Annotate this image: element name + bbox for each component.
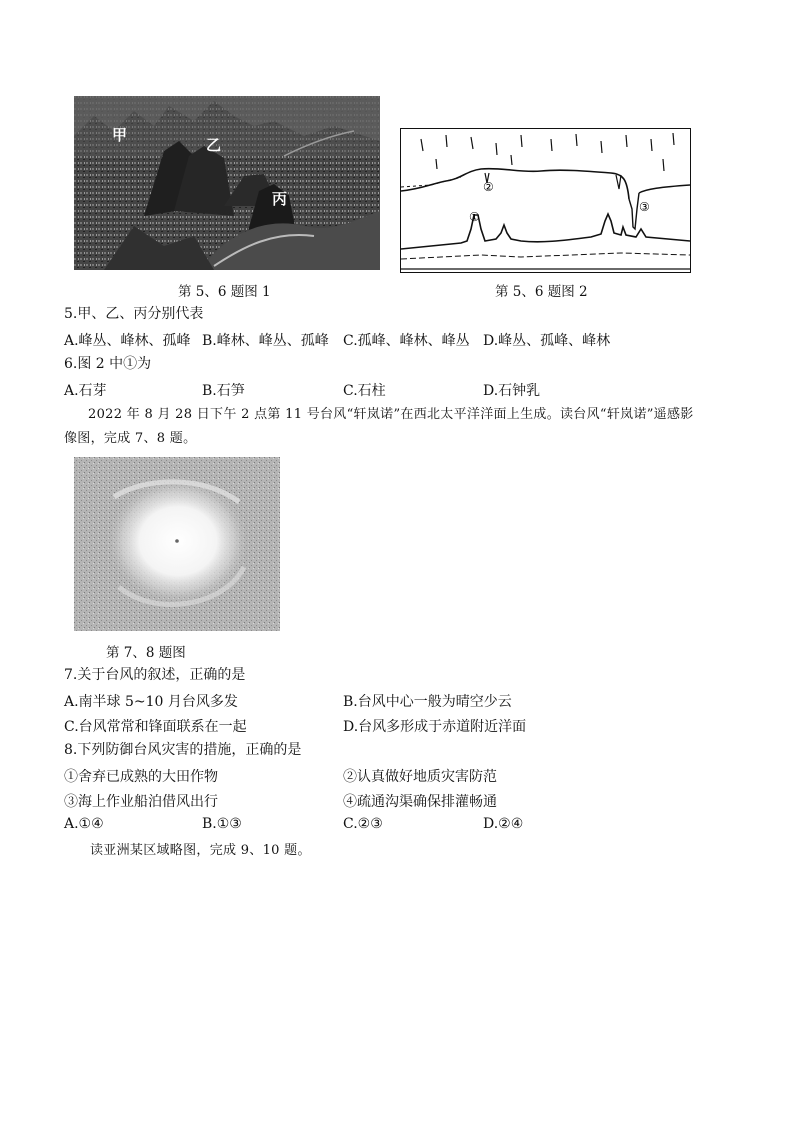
q6-option-c[interactable]: C.石柱 — [343, 383, 386, 399]
q7-option-a[interactable]: A.南半球 5~10 月台风多发 — [64, 694, 238, 710]
q5-option-d[interactable]: D.峰丛、孤峰、峰林 — [483, 333, 611, 349]
q8-stem: 8.下列防御台风灾害的措施，正确的是 — [64, 742, 302, 758]
q6-option-a[interactable]: A.石芽 — [64, 383, 107, 399]
q8-item-3: ③海上作业船泊借风出行 — [64, 794, 218, 810]
q7-option-c[interactable]: C.台风常常和锋面联系在一起 — [64, 719, 247, 735]
intro-7-8-line2: 像图，完成 7、8 题。 — [64, 431, 197, 446]
karst-landscape-photo — [74, 96, 380, 270]
q8-option-c[interactable]: C.②③ — [343, 816, 383, 832]
q6-stem: 6.图 2 中①为 — [64, 356, 152, 372]
q5-option-a[interactable]: A.峰丛、峰林、孤峰 — [64, 333, 191, 349]
q8-item-1: ①舍弃已成熟的大田作物 — [64, 769, 218, 785]
q6-option-d[interactable]: D.石钟乳 — [483, 383, 541, 399]
marker-3: ③ — [639, 200, 650, 214]
label-jia: 甲 — [112, 126, 128, 144]
q8-option-b[interactable]: B.①③ — [202, 816, 242, 832]
intro-9-10: 读亚洲某区域略图，完成 9、10 题。 — [90, 843, 311, 858]
typhoon-drawing — [74, 457, 280, 631]
intro-7-8-line1: 2022 年 8 月 28 日下午 2 点第 11 号台风“轩岚诺”在西北太平洋洋面上生成。读台风“轩岚诺”遥感影 — [88, 407, 694, 422]
q6-option-b[interactable]: B.石笋 — [202, 383, 245, 399]
q5-option-b[interactable]: B.峰林、峰丛、孤峰 — [202, 333, 329, 349]
q5-option-c[interactable]: C.孤峰、峰林、峰丛 — [343, 333, 470, 349]
figure3-caption: 第 7、8 题图 — [106, 645, 186, 661]
q5-stem: 5.甲、乙、丙分别代表 — [64, 306, 204, 322]
cave-section-diagram — [400, 128, 691, 273]
q8-option-d[interactable]: D.②④ — [483, 816, 524, 832]
figure1-caption: 第 5、6 题图 1 — [178, 284, 271, 300]
typhoon-satellite-image — [74, 457, 280, 631]
label-bing: 丙 — [272, 190, 288, 208]
label-yi: 乙 — [206, 136, 222, 154]
q7-stem: 7.关于台风的叙述，正确的是 — [64, 667, 246, 683]
marker-1: ① — [469, 210, 480, 224]
q8-item-2: ②认真做好地质灾害防范 — [343, 769, 497, 785]
q8-item-4: ④疏通沟渠确保排灌畅通 — [343, 794, 497, 810]
cave-section-drawing — [401, 129, 690, 272]
karst-landscape-drawing — [74, 96, 380, 270]
q8-option-a[interactable]: A.①④ — [64, 816, 104, 832]
marker-2: ② — [483, 180, 494, 194]
q7-option-b[interactable]: B.台风中心一般为晴空少云 — [343, 694, 512, 710]
figure2-caption: 第 5、6 题图 2 — [495, 284, 588, 300]
q7-option-d[interactable]: D.台风多形成于赤道附近洋面 — [343, 719, 527, 735]
